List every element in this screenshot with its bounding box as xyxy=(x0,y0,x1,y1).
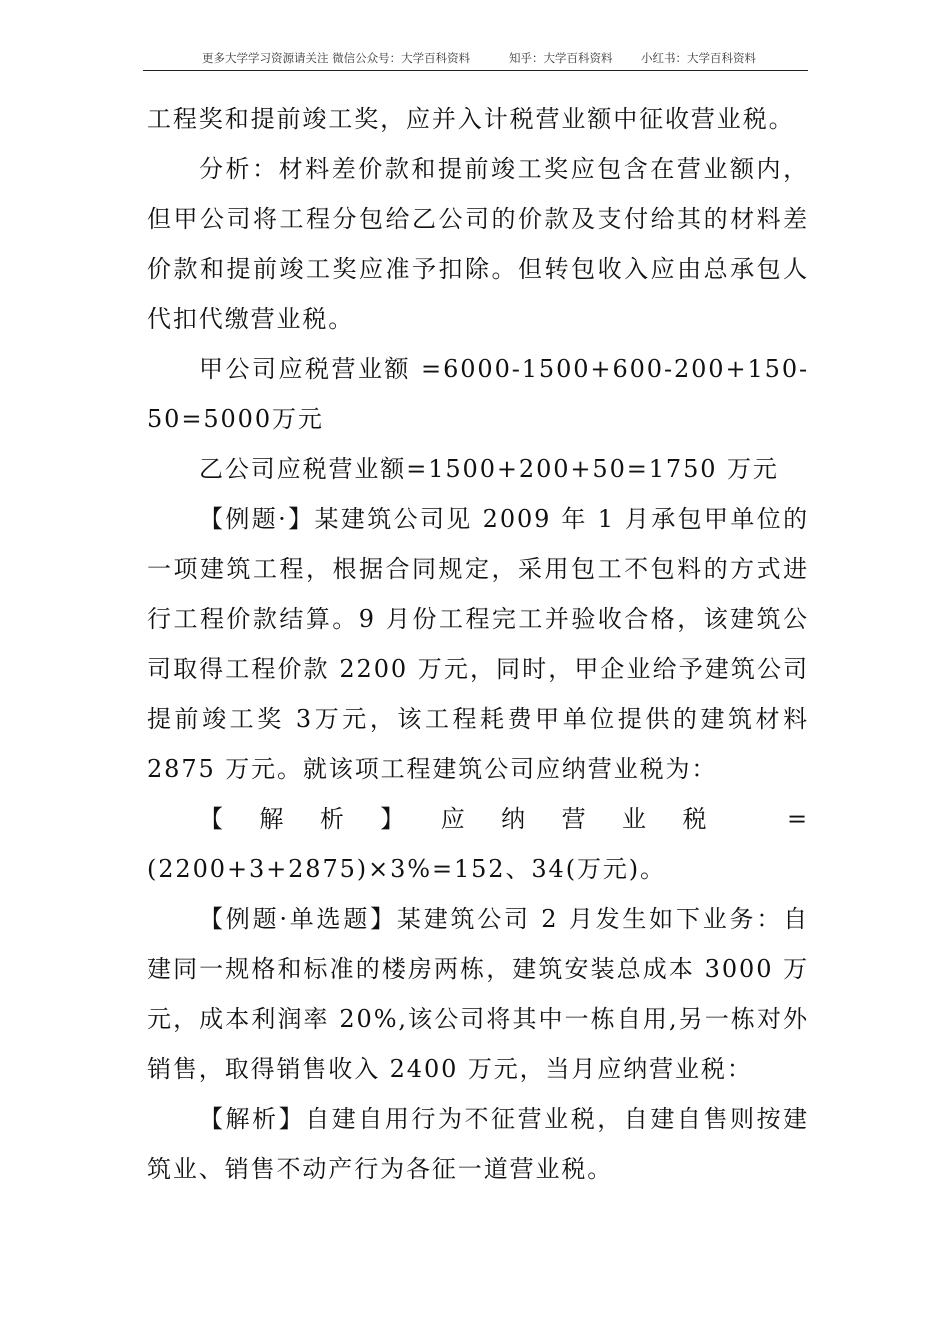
document-body xyxy=(147,94,809,1194)
paragraph-example-1: 【例题·】某建筑公司见 2009 年 1 月承包甲单位的一项建筑工程，根据合同规定，采用包工不包料的方式进行工程价款结算。9 月份工程完工并验收合格，该建筑公司取得工程价款 2200 万元，同时，甲企业给予建筑公司提前竣工奖 3万元，该工程耗费甲单位提供的建筑材料 2875 万元。就该项工程建筑公司应纳营业税为： xyxy=(147,505,809,783)
header-divider xyxy=(143,70,808,71)
paragraph-company-b-amount: 乙公司应税营业额=1500+200+50=1750 万元 xyxy=(199,455,779,483)
header-zhihu-note: 知乎：大学百科资料 xyxy=(509,51,613,65)
paragraph-company-a-amount: 甲公司应税营业额 =6000-1500+600-200+150-50=5000万元 xyxy=(147,355,809,433)
header-wechat-note: 更多大学学习资源请关注 微信公众号：大学百科资料 xyxy=(202,51,471,65)
header-xiaohongshu-note: 小红书：大学百科资料 xyxy=(641,51,756,65)
page-header xyxy=(143,48,808,70)
paragraph-solution-1: 【解析】应纳营业税 =(2200+3+2875)×3%=152、34(万元)。 xyxy=(147,805,809,883)
paragraph-analysis: 分析：材料差价款和提前竣工奖应包含在营业额内，但甲公司将工程分包给乙公司的价款及支付给其的材料差价款和提前竣工奖应准予扣除。但转包收入应由总承包人代扣代缴营业税。 xyxy=(147,155,809,333)
paragraph-example-2: 【例题·单选题】某建筑公司 2 月发生如下业务：自建同一规格和标准的楼房两栋，建筑安装总成本 3000 万元，成本利润率 20%,该公司将其中一栋自用,另一栋对外销售，取得销售收入 2400 万元，当月应纳营业税： xyxy=(147,905,809,1083)
paragraph-solution-2: 【解析】自建自用行为不征营业税，自建自售则按建筑业、销售不动产行为各征一道营业税。 xyxy=(147,1105,809,1183)
paragraph-continuation: 工程奖和提前竣工奖，应并入计税营业额中征收营业税。 xyxy=(147,105,795,133)
